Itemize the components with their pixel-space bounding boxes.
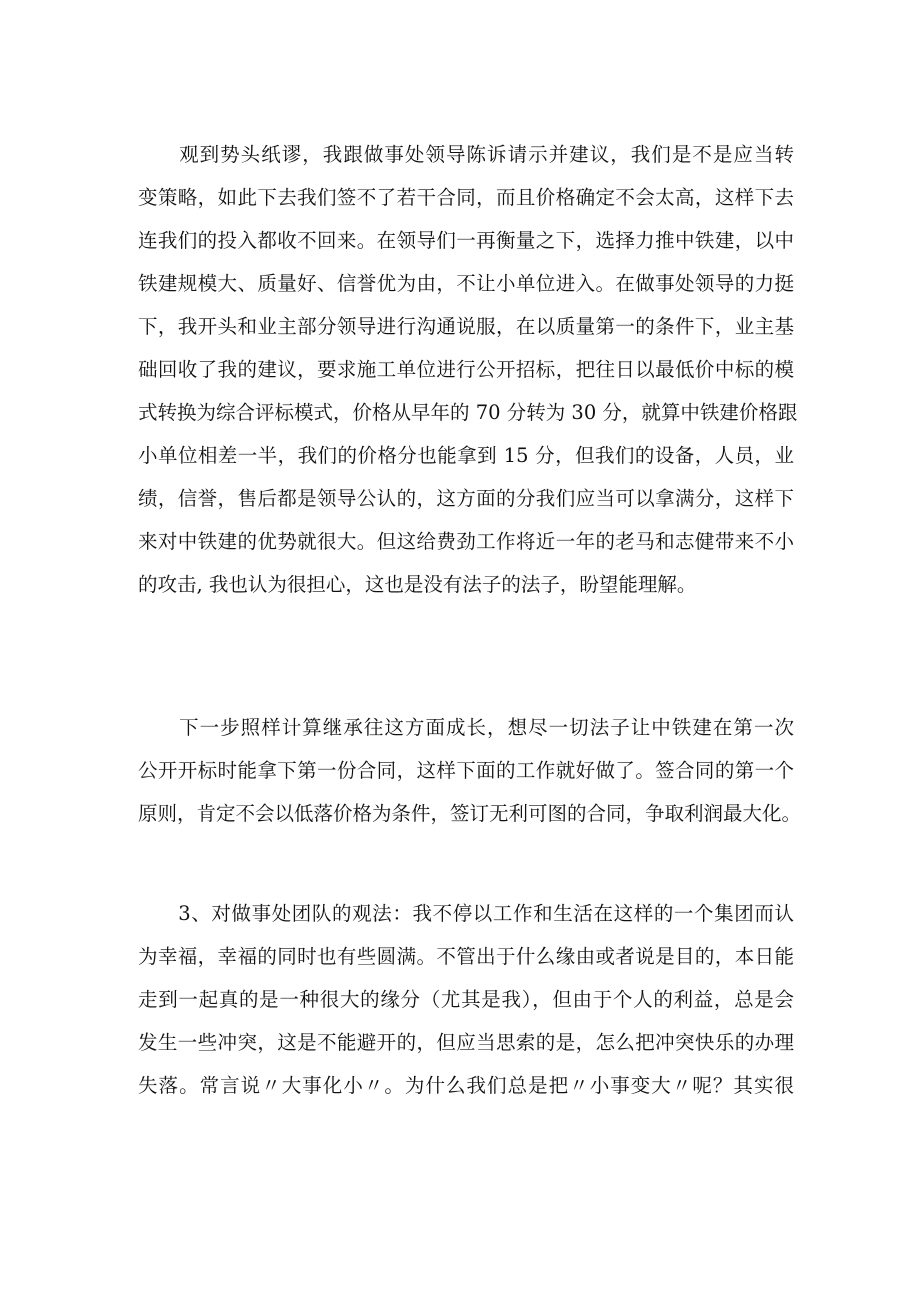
text-line: 为幸福，幸福的同时也有些圆满。不管出于什么缘由或者说是目的，本日能	[138, 945, 794, 968]
text-line: 原则，肯定不会以低落价格为条件，签订无利可图的合同，争取利润最大化。	[138, 802, 802, 825]
text-line: 的攻击, 我也认为很担心，这也是没有法子的法子，盼望能理解。	[138, 573, 697, 596]
text-line: 失落。常言说〃大事化小〃。为什么我们总是把〃小事变大〃呢？其实很	[138, 1074, 794, 1097]
text-line: 铁建规模大、质量好、信誉优为由，不让小单位进入。在做事处领导的力挺	[138, 272, 794, 295]
text-line: 下一步照样计算继承往这方面成长，想尽一切法子让中铁建在第一次	[138, 716, 794, 739]
text-line: 绩，信誉，售后都是领导公认的，这方面的分我们应当可以拿满分，这样下	[138, 487, 794, 510]
paragraph-next-steps	[138, 716, 802, 846]
text-line: 3、对做事处团队的观法：我不停以工作和生活在这样的一个集团而认	[138, 902, 794, 925]
text-line: 下，我开头和业主部分领导进行沟通说服，在以质量第一的条件下，业主基	[138, 315, 794, 338]
text-line: 连我们的投入都收不回来。在领导们一再衡量之下，选择力推中铁建，以中	[138, 229, 794, 252]
text-line: 变策略，如此下去我们签不了若干合同，而且价格确定不会太高，这样下去	[138, 186, 794, 209]
paragraph-team-view	[138, 903, 794, 1118]
text-line: 小单位相差一半，我们的价格分也能拿到 15 分，但我们的设备，人员，业	[138, 444, 794, 467]
paragraph-strategy-change	[138, 143, 798, 617]
text-line: 式转换为综合评标模式，价格从早年的 70 分转为 30 分，就算中铁建价格跟	[138, 401, 798, 424]
text-line: 观到势头纸谬，我跟做事处领导陈诉请示并建议，我们是不是应当转	[138, 143, 794, 166]
text-line: 来对中铁建的优势就很大。但这给费劲工作将近一年的老马和志健带来不小	[138, 530, 794, 553]
text-line: 走到一起真的是一种很大的缘分（尤其是我），但由于个人的利益，总是会	[138, 988, 794, 1011]
text-line: 公开开标时能拿下第一份合同，这样下面的工作就好做了。签合同的第一个	[138, 759, 794, 782]
text-line: 发生一些冲突，这是不能避开的，但应当思索的是，怎么把冲突快乐的办理	[138, 1031, 794, 1054]
text-line: 础回收了我的建议，要求施工单位进行公开招标，把往日以最低价中标的模	[138, 358, 794, 381]
